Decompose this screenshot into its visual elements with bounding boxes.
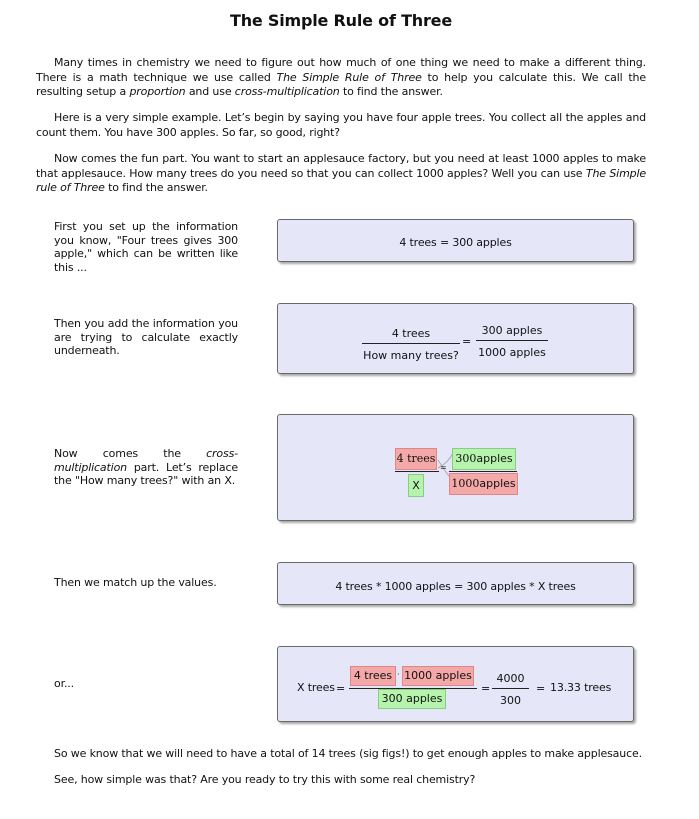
step3-text-a: Now comes the (54, 447, 207, 460)
step5-lhs: X trees (297, 681, 335, 694)
step5-num2: 4000 (496, 672, 525, 685)
step3-top-right-cell (452, 448, 516, 470)
step5-equals-1: = (336, 682, 346, 695)
step5-num-b: 1000 apples (402, 666, 474, 686)
intro-p3-em: The Simple rule of Three (36, 166, 646, 194)
intro-paragraph-1 (36, 56, 646, 100)
intro-p3-a: Now comes the fun part. You want to start an applesauce factory, but you need at least 1000 apples to make that applesauce. How many trees do you need so that you can collect 1000 apples? Well you can use (36, 152, 646, 180)
step3-br-unit: apples (479, 477, 516, 490)
step3-text (54, 447, 238, 488)
step5-box (277, 646, 634, 722)
step2-equals: = (462, 335, 472, 348)
intro-paragraph-3 (36, 152, 646, 196)
step4-text: Then we match up the values. (54, 576, 217, 589)
step3-text-em: cross-multiplication (54, 447, 238, 474)
intro-p1-b: to help you calculate this. We call the resulting setup a (36, 70, 646, 98)
step2-left-denominator: How many trees? (362, 343, 460, 362)
step3-tr-num: 300 (455, 452, 477, 465)
step2-right-denominator: 1000 apples (476, 340, 548, 359)
step5-text: or... (54, 677, 74, 690)
step1-equation: 4 trees = 300 apples (399, 236, 512, 249)
step5-equals-3: = (536, 682, 546, 695)
step3-box (277, 414, 634, 521)
intro-p1-a: Many times in chemistry we need to figure out how much of one thing we need to make a different thing. There is a math technique we use called (36, 56, 646, 84)
step4-box (277, 562, 634, 605)
step2-text: Then you add the information you are trying to calculate exactly underneath. (54, 317, 238, 358)
step5-num-a: 4 trees (350, 666, 396, 686)
step2-right-fraction (476, 324, 548, 359)
step3-bottom-left-cell: X (408, 474, 424, 497)
step5-den2: 300 (492, 688, 529, 707)
step2-box (277, 303, 634, 374)
intro-p3-b: to find the answer. (104, 181, 208, 194)
step3-text-b: part. Let’s replace the "How many trees?" with an X. (54, 460, 238, 488)
intro-p1-em3: cross-multiplication (234, 85, 340, 98)
intro-p1-c: and use (185, 85, 235, 98)
intro-paragraph-2: Here is a very simple example. Let’s begin by saying you have four apple trees. You collect all the apples and count them. You have 300 apples. So far, so good, right? (36, 111, 646, 139)
intro-p1-em2: proportion (129, 85, 186, 98)
step3-right-bar (449, 471, 517, 472)
step2-left-numerator: 4 trees (391, 327, 431, 340)
step1-text: First you set up the information you know, "Four trees gives 300 apple," which can be written like this ... (54, 220, 238, 274)
step3-left-bar (395, 471, 439, 472)
step3-tr-unit: apples (476, 452, 513, 465)
outro-paragraph-1: So we know that we will need to have a total of 14 trees (sig figs!) to get enough apples to make applesauce. (54, 747, 642, 760)
step5-dot: · (397, 670, 400, 679)
step3-tl-unit: trees (407, 452, 436, 465)
step3-tl-num: 4 (396, 452, 404, 465)
step5-fraction-2 (492, 672, 529, 707)
step2-right-numerator: 300 apples (481, 324, 543, 337)
step3-top-left-cell (395, 448, 437, 470)
intro-p1-d: to find the answer. (339, 85, 443, 98)
step3-bottom-right-cell (449, 473, 518, 495)
step4-equation: 4 trees * 1000 apples = 300 apples * X trees (335, 580, 576, 593)
page-title: The Simple Rule of Three (229, 11, 452, 30)
step2-left-fraction (362, 327, 460, 362)
step1-box (277, 219, 634, 262)
intro-p1-em1: The Simple Rule of Three (276, 70, 422, 84)
step5-equals-2: = (481, 682, 491, 695)
step3-equals: = (440, 463, 447, 472)
outro-paragraph-2: See, how simple was that? Are you ready to try this with some real chemistry? (54, 773, 476, 786)
step3-br-num: 1000 (451, 477, 480, 490)
step5-den: 300 apples (378, 689, 446, 709)
step5-result: 13.33 trees (550, 681, 612, 694)
